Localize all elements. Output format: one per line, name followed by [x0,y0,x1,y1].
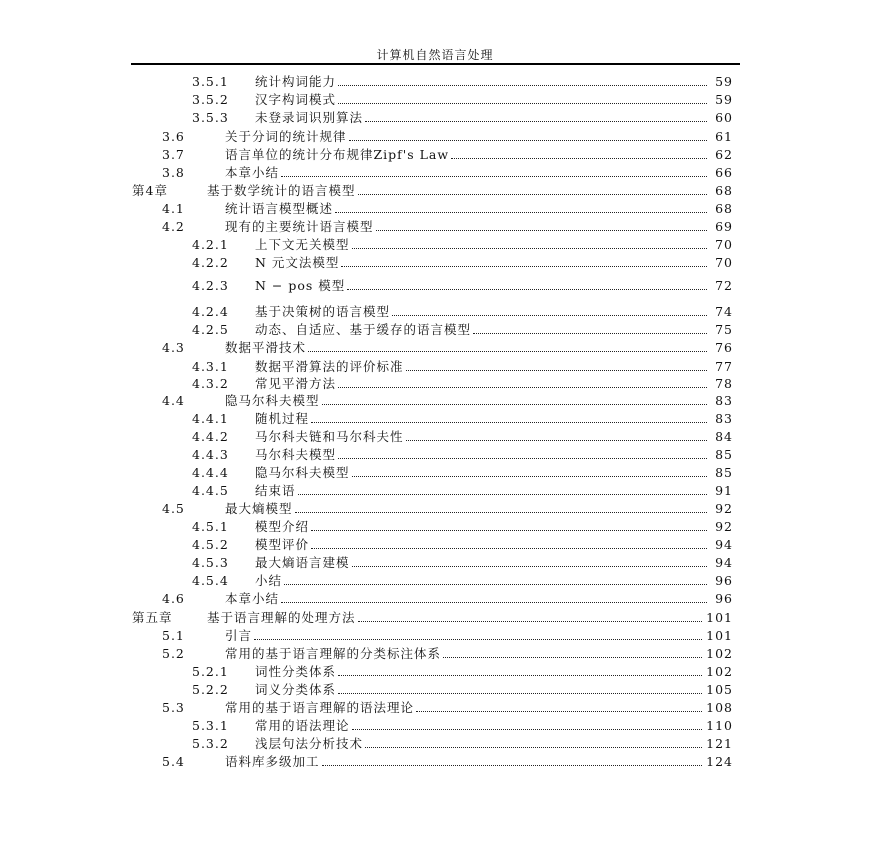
toc-entry-number: 4.1 [162,200,185,216]
toc-entry-page: 70 [715,254,733,270]
toc-entry-label: 常用的基于语言理解的分类标注体系 [225,646,442,661]
dot-leader [254,639,702,640]
toc-entry-number: 4.2.3 [192,277,229,293]
dot-leader [308,351,707,352]
toc-entry-label: 汉字构词模式 [255,92,337,107]
toc-entry-number: 5.4 [162,753,185,769]
toc-entry-page: 77 [715,358,733,374]
toc-entry-label: N 元文法模型 [255,255,340,270]
toc-entry-label: 统计构词能力 [255,74,337,89]
toc-entry [162,698,733,716]
dot-leader [443,657,702,658]
toc-entry [192,481,733,499]
toc-entry-page: 108 [706,699,733,715]
toc-entry-page: 101 [706,609,733,625]
toc-entry-number: 3.5.3 [192,109,229,125]
dot-leader [335,212,707,213]
dot-leader [473,333,707,334]
toc-entry-label: 浅层句法分析技术 [255,736,364,751]
toc-entry-page: 94 [715,536,733,552]
toc-entry [192,517,733,535]
toc-entry [192,90,733,108]
toc-entry-label: 数据平滑技术 [225,340,307,355]
dot-leader [406,440,707,441]
toc-entry-page: 83 [715,410,733,426]
toc-entry-label: 数据平滑算法的评价标准 [255,359,404,374]
toc-entry-label: 常见平滑方法 [255,376,337,391]
toc-entry-number: 4.3 [162,339,185,355]
toc-entry-page: 68 [715,200,733,216]
toc-entry-number: 5.2.2 [192,681,229,697]
dot-leader [352,476,707,477]
toc-entry-page: 59 [715,91,733,107]
toc-entry-number: 5.3 [162,699,185,715]
toc-entry-page: 92 [715,500,733,516]
toc-entry-label: 最大熵模型 [225,501,293,516]
toc-entry-number: 4.5 [162,500,185,516]
toc-entry-page: 96 [715,590,733,606]
toc-entry-page: 124 [706,753,733,769]
toc-entry-page: 76 [715,339,733,355]
toc-entry-page: 85 [715,446,733,462]
toc-entry-page: 91 [715,482,733,498]
toc-entry-number: 5.3.2 [192,735,229,751]
toc-entry-page: 110 [706,717,733,733]
toc-entry-number: 4.4.1 [192,410,229,426]
toc-entry-number: 4.5.3 [192,554,229,570]
dot-leader [311,548,707,549]
dot-leader [365,747,702,748]
toc-entry-number: 3.7 [162,146,185,162]
toc-entry-number: 4.4.5 [192,482,229,498]
toc-entry-label: 现有的主要统计语言模型 [225,219,374,234]
toc-entry-number: 4.4.3 [192,446,229,462]
dot-leader [347,289,707,290]
toc-entry-page: 66 [715,164,733,180]
dot-leader [352,729,703,730]
toc-entry-label: 马尔科夫模型 [255,447,337,462]
dot-leader [376,230,707,231]
toc-entry [192,357,733,375]
toc-entry [192,302,733,320]
toc-entry [192,72,733,90]
toc-entry [162,145,733,163]
toc-entry-number: 4.4 [162,392,185,408]
toc-entry-number: 4.2.5 [192,321,229,337]
toc-entry-page: 83 [715,392,733,408]
toc-entry-page: 62 [715,146,733,162]
toc-entry-label: N − pos 模型 [255,278,346,293]
dot-leader [406,370,707,371]
toc-entry-label: 隐马尔科夫模型 [255,465,350,480]
toc-entry [162,127,733,145]
toc-entry [162,199,733,217]
toc-entry-number: 4.5.2 [192,536,229,552]
toc-entry-number: 4.2.4 [192,303,229,319]
toc-entry [192,276,733,294]
dot-leader [311,530,707,531]
toc-entry-page: 74 [715,303,733,319]
dot-leader [311,422,707,423]
toc-entry [162,499,733,517]
toc-entry [192,734,733,752]
toc-entry-number: 4.5.1 [192,518,229,534]
dot-leader [416,711,702,712]
toc-entry-page: 105 [706,681,733,697]
toc-entry-page: 102 [706,645,733,661]
toc-entry [162,626,733,644]
dot-leader [281,602,707,603]
toc-entry-label: 语料库多级加工 [225,754,320,769]
toc-entry-label: 基于决策树的语言模型 [255,304,391,319]
toc-entry [192,662,733,680]
toc-entry-label: 模型介绍 [255,519,310,534]
toc-entry [192,253,733,271]
toc-entry-number: 4.5.4 [192,572,229,588]
toc-entry [192,427,733,445]
toc-entry-page: 60 [715,109,733,125]
toc-entry-number: 5.2 [162,645,185,661]
toc-entry-label: 未登录词识别算法 [255,110,364,125]
toc-entry-label: 基于语言理解的处理方法 [207,610,356,625]
toc-entry [192,235,733,253]
dot-leader [358,621,703,622]
toc-entry-page: 92 [715,518,733,534]
toc-entry [192,535,733,553]
dot-leader [322,404,707,405]
toc-entry-number: 3.5.2 [192,91,229,107]
toc-entry-number: 第五章 [132,610,173,625]
toc-entry [192,463,733,481]
dot-leader [451,158,707,159]
toc-entry-number: 4.3.1 [192,358,229,374]
dot-leader [352,248,707,249]
dot-leader [322,765,703,766]
toc-entry [162,589,733,607]
toc-entry-page: 102 [706,663,733,679]
toc-entry-page: 61 [715,128,733,144]
toc-entry [192,571,733,589]
toc-entry-page: 72 [715,277,733,293]
dot-leader [281,176,707,177]
toc-entry [162,163,733,181]
toc-entry [192,716,733,734]
toc-entry [162,644,733,662]
toc-entry-label: 常用的语法理论 [255,718,350,733]
toc-entry-number: 5.3.1 [192,717,229,733]
toc-entry-label: 马尔科夫链和马尔科夫性 [255,429,404,444]
toc-entry-page: 94 [715,554,733,570]
toc-entry-page: 121 [706,735,733,751]
toc-entry-page: 101 [706,627,733,643]
toc-entry-label: 常用的基于语言理解的语法理论 [225,700,415,715]
toc-entry-page: 68 [715,182,733,198]
toc-entry-page: 96 [715,572,733,588]
toc-entry-number: 4.2.2 [192,254,229,270]
toc-entry-number: 3.5.1 [192,73,229,89]
toc-entry [162,338,733,356]
toc-entry-page: 69 [715,218,733,234]
dot-leader [358,194,707,195]
toc-entry [132,608,733,626]
toc-entry [132,181,733,199]
dot-leader [284,584,707,585]
toc-entry-label: 语言单位的统计分布规律Zipf's Law [225,147,450,162]
toc-entry-page: 85 [715,464,733,480]
dot-leader [365,121,707,122]
toc-entry-label: 随机过程 [255,411,310,426]
dot-leader [338,103,707,104]
toc-entry-page: 84 [715,428,733,444]
toc-entry-label: 隐马尔科夫模型 [225,393,320,408]
toc-entry [192,553,733,571]
toc-entry-label: 词性分类体系 [255,664,337,679]
toc-entry [162,391,733,409]
toc-entry-number: 3.8 [162,164,185,180]
toc-entry-label: 本章小结 [225,165,280,180]
toc-entry-label: 结束语 [255,483,296,498]
toc-entry-number: 4.2 [162,218,185,234]
dot-leader [392,315,707,316]
toc-entry-label: 模型评价 [255,537,310,552]
dot-leader [338,675,702,676]
toc-entry-page: 75 [715,321,733,337]
toc-entry-label: 最大熵语言建模 [255,555,350,570]
toc-entry-number: 5.2.1 [192,663,229,679]
dot-leader [349,140,707,141]
toc-entry-label: 动态、自适应、基于缓存的语言模型 [255,322,472,337]
toc-entry-label: 词义分类体系 [255,682,337,697]
toc-entry-number: 4.2.1 [192,236,229,252]
page-header-title: 计算机自然语言处理 [376,48,494,62]
toc-entry [162,752,733,770]
toc-entry-label: 基于数学统计的语言模型 [207,183,356,198]
toc-entry-number: 3.6 [162,128,185,144]
toc-entry-label: 关于分词的统计规律 [225,129,347,144]
dot-leader [338,458,707,459]
dot-leader [338,387,707,388]
dot-leader [341,266,707,267]
dot-leader [338,693,702,694]
toc-entry-number: 4.6 [162,590,185,606]
toc-entry-number: 5.1 [162,627,185,643]
toc-entry-label: 小结 [255,573,283,588]
toc-entry-number: 第4章 [132,183,168,198]
toc-entry-page: 59 [715,73,733,89]
toc-entry-number: 4.4.4 [192,464,229,480]
toc-entry-label: 本章小结 [225,591,280,606]
dot-leader [295,512,707,513]
toc-entry [162,217,733,235]
toc-entry [192,108,733,126]
toc-entry-number: 4.4.2 [192,428,229,444]
toc-entry-page: 78 [715,375,733,391]
toc-entry [192,409,733,427]
toc-entry-label: 引言 [225,628,253,643]
toc-entry [192,374,733,392]
toc-entry [192,445,733,463]
dot-leader [352,566,707,567]
toc-entry-page: 70 [715,236,733,252]
toc-entry-number: 4.3.2 [192,375,229,391]
toc-entry [192,320,733,338]
toc-entry-label: 统计语言模型概述 [225,201,334,216]
toc-entry [192,680,733,698]
dot-leader [338,85,707,86]
toc-entry-label: 上下文无关模型 [255,237,350,252]
dot-leader [298,494,707,495]
